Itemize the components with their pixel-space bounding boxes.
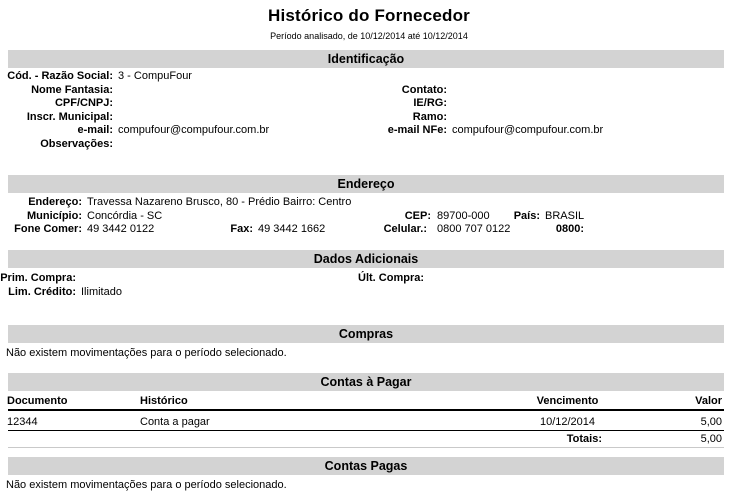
celular-value: 0800 707 0122	[437, 223, 511, 235]
cep-label: CEP:	[404, 210, 431, 222]
section-header-contas-pagas: Contas Pagas	[8, 457, 724, 475]
email-value: compufour@compufour.com.br	[118, 124, 270, 136]
section-header-dados-adicionais: Dados Adicionais	[8, 250, 724, 268]
cep-value: 89700-000	[437, 210, 490, 222]
table-totals-row	[0, 433, 738, 446]
endereco-value: Travessa Nazareno Brusco, 80 - Prédio Bairro: Centro	[87, 196, 352, 208]
cell-documento: 12344	[7, 416, 38, 428]
table-bottom-divider	[8, 447, 724, 448]
lim-credito-value: Ilimitado	[81, 286, 122, 298]
field-row	[0, 210, 738, 223]
column-header-historico: Histórico	[140, 395, 188, 407]
fax-value: 49 3442 1662	[258, 223, 326, 235]
report-period-subtitle: Período analisado, de 10/12/2014 até 10/12/2014	[270, 31, 468, 41]
field-row	[0, 272, 738, 285]
cell-historico: Conta a pagar	[140, 416, 210, 428]
compras-empty-message: Não existem movimentações para o período selecionado.	[6, 347, 287, 359]
table-row	[0, 416, 738, 429]
lim-credito-label: Lim. Crédito:	[8, 286, 76, 298]
inscr-municipal-label: Inscr. Municipal:	[26, 111, 113, 123]
fone-comer-value: 49 3442 0122	[87, 223, 155, 235]
field-row	[0, 223, 738, 236]
field-row	[0, 111, 738, 124]
totals-value: 5,00	[700, 433, 722, 445]
email-label: e-mail:	[77, 124, 113, 136]
ult-compra-label: Últ. Compra:	[358, 272, 424, 284]
table-row-divider	[8, 430, 724, 431]
field-row	[0, 138, 738, 151]
column-header-valor: Valor	[695, 395, 722, 407]
section-header-endereco: Endereço	[8, 175, 724, 193]
field-row	[0, 97, 738, 110]
column-header-vencimento: Vencimento	[536, 395, 599, 407]
email-nfe-value: compufour@compufour.com.br	[452, 124, 604, 136]
observacoes-label: Observações:	[40, 138, 113, 150]
email-nfe-label: e-mail NFe:	[387, 124, 447, 136]
section-header-contas-a-pagar: Contas à Pagar	[8, 373, 724, 391]
cell-vencimento: 10/12/2014	[539, 416, 596, 428]
field-row	[0, 84, 738, 97]
municipio-value: Concórdia - SC	[87, 210, 163, 222]
table-header-divider	[8, 409, 724, 411]
contato-label: Contato:	[401, 84, 447, 96]
nome-fantasia-label: Nome Fantasia:	[31, 84, 113, 96]
field-row	[0, 286, 738, 299]
fax-label: Fax:	[230, 223, 253, 235]
cell-valor: 5,00	[700, 416, 722, 428]
cpf-cnpj-label: CPF/CNPJ:	[54, 97, 113, 109]
razao-social-label: Cód. - Razão Social:	[7, 70, 113, 82]
field-row	[0, 124, 738, 137]
field-row	[0, 196, 738, 209]
fone-comer-label: Fone Comer:	[14, 223, 82, 235]
contas-pagas-empty-message: Não existem movimentações para o período selecionado.	[6, 479, 287, 491]
table-header-row	[0, 395, 738, 408]
razao-social-value: 3 - CompuFour	[118, 70, 192, 82]
municipio-label: Município:	[27, 210, 82, 222]
ie-rg-label: IE/RG:	[413, 97, 447, 109]
prim-compra-label: Prim. Compra:	[0, 272, 76, 284]
section-header-compras: Compras	[8, 325, 724, 343]
totals-label: Totais:	[566, 433, 602, 445]
ramo-label: Ramo:	[412, 111, 447, 123]
tel-0800-label: 0800:	[555, 223, 584, 235]
endereco-label: Endereço:	[28, 196, 82, 208]
pais-label: País:	[513, 210, 540, 222]
column-header-documento: Documento	[7, 395, 68, 407]
page-title: Histórico do Fornecedor	[267, 6, 470, 25]
section-header-identificacao: Identificação	[8, 50, 724, 68]
pais-value: BRASIL	[545, 210, 585, 222]
field-row	[0, 70, 738, 83]
celular-label: Celular.:	[383, 223, 427, 235]
